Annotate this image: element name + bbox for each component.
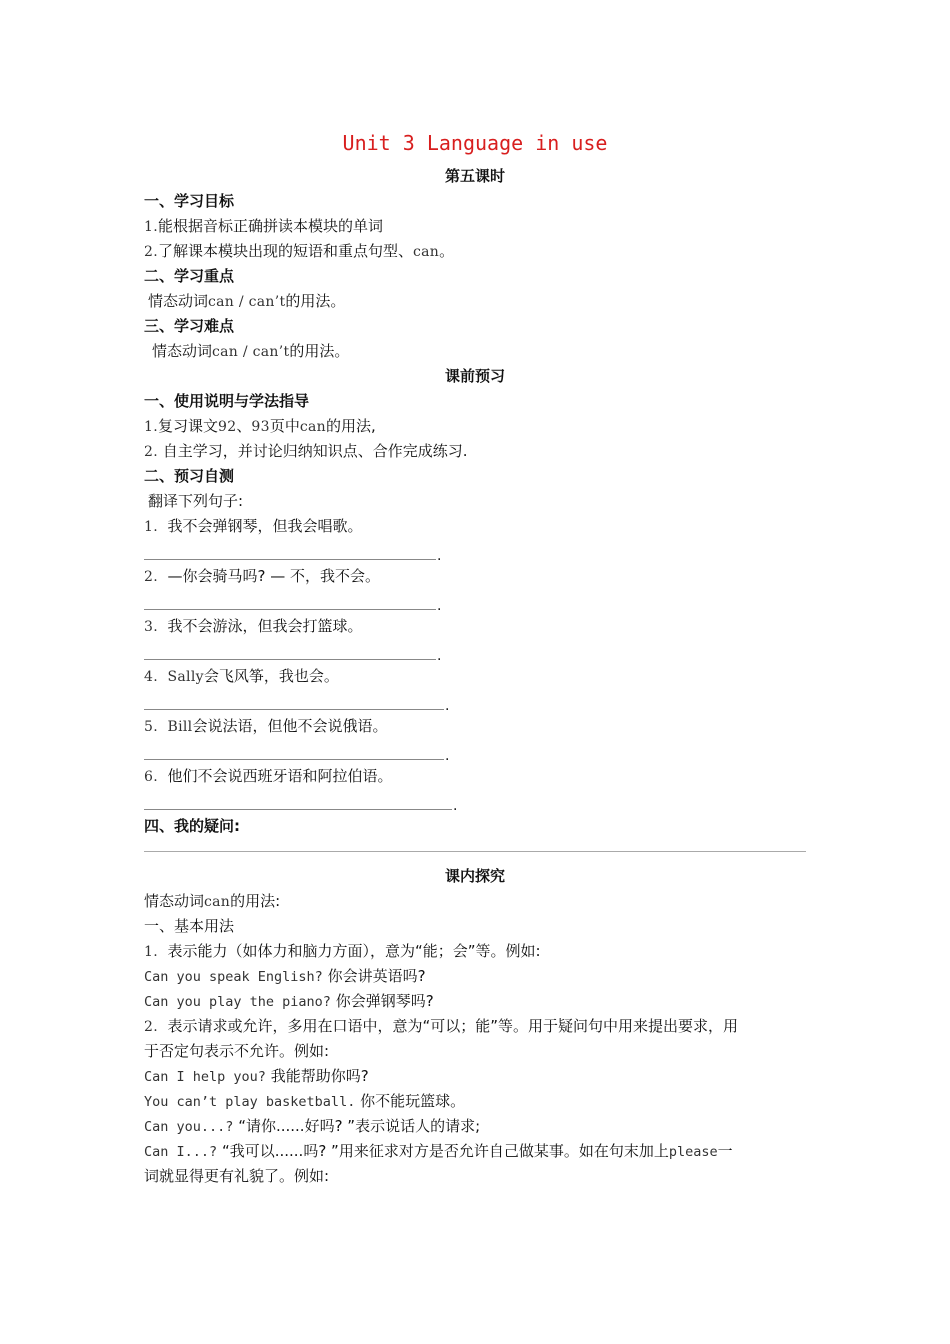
example-5-zh: “请你......好吗? ”表示说话人的请求; xyxy=(238,1117,481,1135)
example-6 xyxy=(144,1139,806,1164)
answer-row-6 xyxy=(144,789,806,814)
key-pre: 情态动词 xyxy=(148,292,209,310)
guide-2-text: 自主学习，并讨论归纳知识点、合作完成练习. xyxy=(162,442,468,460)
item-4-num: 4. xyxy=(144,669,158,685)
key-en: can / can’t xyxy=(208,294,286,310)
usage-2-num: 2. xyxy=(144,1019,158,1035)
translate-item-1 xyxy=(144,514,806,539)
preview-heading: 课前预习 xyxy=(444,367,505,385)
item-5-num: 5. xyxy=(144,719,158,735)
guide-2 xyxy=(144,439,806,464)
basic-usage-heading: 一、基本用法 xyxy=(144,917,235,935)
item-3-text: 我不会游泳，但我会打篮球。 xyxy=(167,617,363,635)
guide-1-n2: 93 xyxy=(251,419,270,435)
goal-1-num: 1. xyxy=(144,219,158,235)
guide-heading: 一、使用说明与学法指导 xyxy=(144,392,310,410)
answer-blank-2[interactable] xyxy=(144,609,436,610)
example-1 xyxy=(144,964,806,989)
example-1-en: Can you speak English? xyxy=(144,969,323,985)
guide-1-a: 复习课文 xyxy=(157,417,218,435)
guide-1-n1: 92 xyxy=(217,419,237,435)
example-4-en: You can’t play basketball. xyxy=(144,1094,356,1110)
translate-item-5 xyxy=(144,714,806,739)
intro-pre: 情态动词 xyxy=(144,892,205,910)
answer-period-5: . xyxy=(445,748,450,764)
translate-item-4 xyxy=(144,664,806,689)
answer-row-1 xyxy=(144,539,806,564)
answer-row-2 xyxy=(144,589,806,614)
item-1-text: 我不会弹钢琴，但我会唱歌。 xyxy=(167,517,363,535)
difficulty-point xyxy=(144,339,806,364)
example-6-en2: please xyxy=(668,1144,718,1160)
item-5-en: Bill xyxy=(167,719,193,735)
item-6-num: 6. xyxy=(144,769,158,785)
goal-2-num: 2. xyxy=(144,244,158,260)
intro-en: can xyxy=(204,894,231,910)
item-3-num: 3. xyxy=(144,619,158,635)
diff-pre: 情态动词 xyxy=(152,342,213,360)
example-2 xyxy=(144,989,806,1014)
example-3-en: Can I help you? xyxy=(144,1069,266,1085)
goal-1-text: 能根据音标正确拼读本模块的单词 xyxy=(157,217,383,235)
key-point xyxy=(144,289,806,314)
example-6-zh2: 一 xyxy=(717,1142,733,1160)
lesson-heading: 第五课时 xyxy=(444,167,505,185)
item-1-num: 1. xyxy=(144,519,158,535)
translate-item-6 xyxy=(144,764,806,789)
usage-1 xyxy=(144,939,806,964)
example-6-en: Can I...? xyxy=(144,1144,218,1160)
guide-1-num: 1. xyxy=(144,419,158,435)
item-2-text: —你会骑马吗? — 不，我不会。 xyxy=(167,567,381,585)
usage-2-line1: 表示请求或允许，多用在口语中，意为“可以；能”等。用于疑问句中用来提出要求，用 xyxy=(167,1017,739,1035)
answer-period-6: . xyxy=(453,798,458,814)
goal-2-text: 了解课本模块出现的短语和重点句型、 xyxy=(157,242,413,260)
guide-1 xyxy=(144,414,806,439)
answer-period-3: . xyxy=(437,648,442,664)
explore-intro xyxy=(144,889,806,914)
translate-item-2 xyxy=(144,564,806,589)
answer-period-2: . xyxy=(437,598,442,614)
guide-1-d: 的用法, xyxy=(325,417,376,435)
example-3-zh: 我能帮助你吗? xyxy=(270,1067,369,1085)
diff-post: 的用法。 xyxy=(289,342,350,360)
answer-blank-3[interactable] xyxy=(144,659,436,660)
answer-blank-5[interactable] xyxy=(144,759,444,760)
translate-label: 翻译下列句子: xyxy=(148,492,244,510)
answer-blank-1[interactable] xyxy=(144,559,436,560)
diff-en: can / can’t xyxy=(212,344,290,360)
example-4-zh: 你不能玩篮球。 xyxy=(360,1092,466,1110)
answer-period-1: . xyxy=(437,548,442,564)
guide-2-num: 2. xyxy=(144,444,158,460)
usage-1-num: 1. xyxy=(144,944,158,960)
goal-2-end: 。 xyxy=(439,242,455,260)
intro-post: 的用法: xyxy=(230,892,281,910)
guide-1-b: 、 xyxy=(236,417,252,435)
questions-answer-line[interactable] xyxy=(144,851,806,852)
example-4 xyxy=(144,1089,806,1114)
answer-period-4: . xyxy=(445,698,450,714)
answer-row-3 xyxy=(144,639,806,664)
goal-1 xyxy=(144,214,806,239)
usage-1-text: 表示能力（如体力和脑力方面），意为“能；会”等。例如: xyxy=(167,942,541,960)
questions-answer-row xyxy=(144,839,806,864)
key-heading: 二、学习重点 xyxy=(144,267,235,285)
document-title: Unit 3 Language in use xyxy=(342,131,608,155)
questions-heading: 四、我的疑问: xyxy=(144,817,240,835)
goal-2 xyxy=(144,239,806,264)
example-1-zh: 你会讲英语吗? xyxy=(327,967,426,985)
item-6-text: 他们不会说西班牙语和阿拉伯语。 xyxy=(167,767,393,785)
answer-row-5 xyxy=(144,739,806,764)
usage-2-line2: 于否定句表示不允许。例如: xyxy=(144,1042,330,1060)
example-5-en: Can you...? xyxy=(144,1119,234,1135)
key-post: 的用法。 xyxy=(285,292,346,310)
explore-heading: 课内探究 xyxy=(444,867,505,885)
example-6-zh: “我可以......吗? ”用来征求对方是否允许自己做某事。如在句末加上 xyxy=(221,1142,669,1160)
guide-1-en: can xyxy=(299,419,326,435)
selftest-heading: 二、预习自测 xyxy=(144,467,235,485)
example-2-en: Can you play the piano? xyxy=(144,994,331,1010)
item-4-text: 会飞风筝，我也会。 xyxy=(203,667,339,685)
translate-item-3 xyxy=(144,614,806,639)
example-2-zh: 你会弹钢琴吗? xyxy=(335,992,434,1010)
document-content xyxy=(144,128,806,1189)
example-6-line2: 词就显得更有礼貌了。例如: xyxy=(144,1167,330,1185)
answer-blank-6[interactable] xyxy=(144,809,452,810)
item-2-num: 2. xyxy=(144,569,158,585)
item-5-text: 会说法语，但他不会说俄语。 xyxy=(192,717,388,735)
example-5 xyxy=(144,1114,806,1139)
item-4-en: Sally xyxy=(167,669,204,685)
usage-2 xyxy=(144,1014,806,1039)
guide-1-c: 页中 xyxy=(269,417,300,435)
answer-blank-4[interactable] xyxy=(144,709,444,710)
goals-heading: 一、学习目标 xyxy=(144,192,235,210)
example-3 xyxy=(144,1064,806,1089)
difficulty-heading: 三、学习难点 xyxy=(144,317,235,335)
answer-row-4 xyxy=(144,689,806,714)
goal-2-en: can xyxy=(412,244,440,260)
